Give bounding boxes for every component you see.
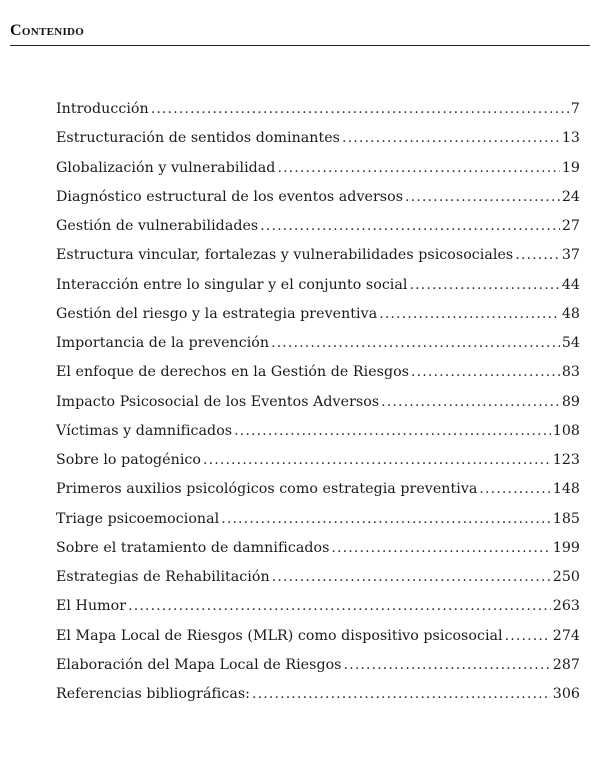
toc-entry-page-number: 108: [552, 422, 580, 439]
toc-entry: [56, 271, 580, 300]
toc-entry-page-number: 199: [552, 539, 580, 556]
table-of-contents: [56, 95, 580, 709]
toc-entry-title: Gestión de vulnerabilidades: [56, 218, 259, 234]
toc-leader-dots: [515, 241, 560, 270]
toc-leader-dots: [342, 124, 560, 153]
toc-leader-dots: [411, 358, 560, 387]
toc-entry: [56, 475, 580, 504]
toc-entry: [56, 651, 580, 680]
toc-entry-title: Sobre el tratamiento de damnificados: [56, 539, 330, 556]
toc-entry-title: Estructuración de sentidos dominantes: [56, 130, 340, 147]
toc-entry-title: Elaboración del Mapa Local de Riesgos: [56, 656, 342, 673]
toc-entry: [56, 183, 580, 212]
toc-entry-page-number: 89: [561, 393, 580, 410]
toc-entry: [56, 563, 580, 592]
toc-entry-title: Triage psicoemocional: [56, 510, 220, 527]
header-rule: [10, 45, 590, 46]
toc-entry: [56, 622, 580, 651]
toc-entry: [56, 358, 580, 387]
toc-entry-title: Interacción entre lo singular y el conjunto social: [56, 276, 408, 293]
toc-leader-dots: [344, 651, 551, 680]
toc-entry-title: Diagnóstico estructural de los eventos adversos: [56, 188, 404, 205]
toc-entry-title: Introducción: [56, 101, 149, 117]
toc-entry: [56, 388, 580, 417]
toc-entry-title: El Mapa Local de Riesgos (MLR) como dispositivo psicosocial: [56, 627, 503, 644]
toc-entry-title: Importancia de la prevención: [56, 335, 270, 351]
toc-entry-page-number: 13: [561, 130, 580, 147]
toc-leader-dots: [151, 95, 569, 124]
toc-entry-title: Sobre lo patogénico: [56, 452, 201, 468]
toc-leader-dots: [331, 534, 550, 563]
toc-entry: [56, 300, 580, 329]
toc-entry-page-number: 274: [552, 627, 580, 644]
toc-leader-dots: [252, 680, 551, 709]
toc-entry-title: Estrategias de Rehabilitación: [56, 569, 270, 585]
toc-entry-title: Primeros auxilios psicológicos como estrategia preventiva: [56, 481, 478, 498]
toc-entry: [56, 154, 580, 183]
toc-entry-page-number: 185: [552, 510, 580, 527]
toc-leader-dots: [272, 563, 551, 592]
toc-leader-dots: [379, 300, 560, 329]
toc-entry-page-number: 37: [561, 247, 580, 264]
toc-entry-page-number: 7: [570, 101, 580, 117]
toc-entry: [56, 212, 580, 241]
toc-entry-page-number: 48: [561, 305, 580, 322]
toc-entry-page-number: 287: [552, 656, 580, 673]
toc-entry-title: El enfoque de derechos en la Gestión de Riesgos: [56, 364, 410, 381]
toc-entry: [56, 680, 580, 709]
toc-leader-dots: [381, 388, 560, 417]
toc-entry: [56, 417, 580, 446]
toc-entry: [56, 329, 580, 358]
toc-entry-page-number: 148: [552, 481, 580, 498]
toc-leader-dots: [260, 212, 560, 241]
toc-entry: [56, 592, 580, 621]
toc-entry-page-number: 250: [552, 569, 580, 585]
toc-leader-dots: [234, 417, 551, 446]
toc-leader-dots: [277, 154, 559, 183]
toc-entry-title: El Humor: [56, 598, 127, 615]
toc-leader-dots: [405, 183, 560, 212]
toc-leader-dots: [221, 505, 551, 534]
toc-entry-page-number: 83: [561, 364, 580, 381]
toc-leader-dots: [128, 592, 551, 621]
toc-entry: [56, 95, 580, 124]
toc-entry-page-number: 19: [561, 159, 580, 176]
toc-entry-page-number: 24: [561, 188, 580, 205]
toc-entry-page-number: 27: [561, 218, 580, 234]
toc-entry-page-number: 54: [561, 335, 580, 351]
toc-entry-title: Impacto Psicosocial de los Eventos Adversos: [56, 393, 380, 410]
toc-entry-page-number: 306: [552, 686, 580, 702]
toc-entry-page-number: 123: [552, 452, 580, 468]
toc-entry-title: Víctimas y damnificados: [56, 422, 233, 439]
toc-leader-dots: [203, 446, 551, 475]
toc-entry-title: Gestión del riesgo y la estrategia preventiva: [56, 305, 378, 322]
toc-entry-page-number: 263: [552, 598, 580, 615]
toc-leader-dots: [505, 622, 551, 651]
toc-entry-title: Estructura vincular, fortalezas y vulnerabilidades psicosociales: [56, 247, 514, 264]
page-header: [10, 22, 590, 40]
toc-entry: [56, 124, 580, 153]
toc-leader-dots: [410, 271, 560, 300]
toc-leader-dots: [271, 329, 560, 358]
toc-entry-title: Globalización y vulnerabilidad: [56, 159, 276, 176]
toc-entry-title: Referencias bibliográficas:: [56, 686, 251, 702]
toc-entry: [56, 505, 580, 534]
page-title: Contenido: [10, 22, 85, 39]
toc-entry: [56, 446, 580, 475]
toc-leader-dots: [479, 475, 550, 504]
toc-entry-page-number: 44: [561, 276, 580, 293]
toc-entry: [56, 241, 580, 270]
toc-entry: [56, 534, 580, 563]
